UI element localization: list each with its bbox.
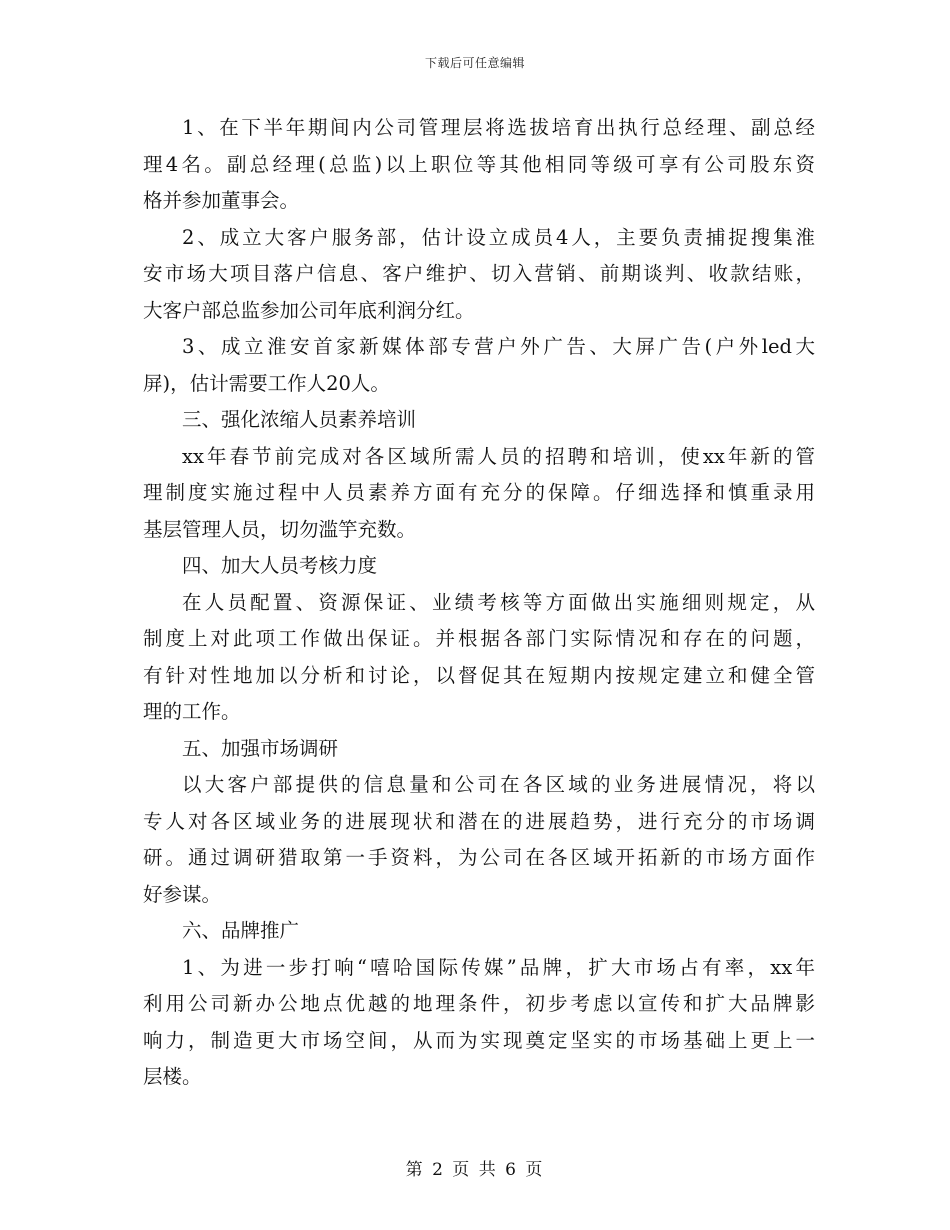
page-header: 下载后可任意编辑 bbox=[424, 56, 525, 70]
text-line: 2、成立大客户服务部，估计设立成员4人，主要负责捕捉搜集淮 bbox=[182, 225, 815, 249]
text-line: xx年春节前完成对各区域所需人员的招聘和培训，使xx年新的管 bbox=[182, 444, 815, 468]
document-body bbox=[143, 110, 815, 1096]
text-line: 屏)，估计需要工作人20人。 bbox=[143, 371, 390, 395]
text-line: 层楼。 bbox=[143, 1065, 202, 1088]
text-line: 安市场大项目落户信息、客户维护、切入营销、前期谈判、收款结账， bbox=[143, 262, 815, 285]
text-line: 基层管理人员，切勿滥竽充数。 bbox=[143, 517, 417, 541]
page-footer: 第 2 页 共 6 页 bbox=[405, 1160, 545, 1180]
text-line: 五、加强市场调研 bbox=[182, 736, 339, 760]
text-line: 在人员配置、资源保证、业绩考核等方面做出实施细则规定，从 bbox=[182, 590, 815, 614]
text-line: 1、为进一步打响“嘻哈国际传媒”品牌，扩大市场占有率，xx年 bbox=[182, 955, 815, 979]
text-line: 格并参加董事会。 bbox=[143, 189, 300, 212]
text-line: 制度上对此项工作做出保证。并根据各部门实际情况和存在的问题， bbox=[143, 627, 815, 650]
text-line: 专人对各区域业务的进展现状和潜在的进展趋势，进行充分的市场调 bbox=[143, 809, 815, 833]
text-line: 响力，制造更大市场空间，从而为实现奠定坚实的市场基础上更上一 bbox=[143, 1028, 815, 1052]
text-line: 四、加大人员考核力度 bbox=[182, 554, 378, 577]
text-line: 有针对性地加以分析和讨论，以督促其在短期内按规定建立和健全管 bbox=[143, 663, 815, 687]
text-line: 研。通过调研猎取第一手资料，为公司在各区域开拓新的市场方面作 bbox=[143, 846, 815, 869]
text-line: 利用公司新办公地点优越的地理条件，初步考虑以宣传和扩大品牌影 bbox=[143, 992, 815, 1015]
text-line: 1、在下半年期间内公司管理层将选拔培育出执行总经理、副总经 bbox=[182, 116, 815, 139]
text-line: 好参谋。 bbox=[143, 882, 222, 906]
text-line: 理4名。副总经理(总监)以上职位等其他相同等级可享有公司股东资 bbox=[143, 152, 815, 176]
text-line: 以大客户部提供的信息量和公司在各区域的业务进展情况，将以 bbox=[182, 773, 815, 796]
text-line: 理的工作。 bbox=[143, 700, 241, 723]
text-line: 大客户部总监参加公司年底利润分红。 bbox=[143, 298, 475, 322]
text-line: 3、成立淮安首家新媒体部专营户外广告、大屏广告(户外led大 bbox=[182, 335, 815, 358]
text-line: 六、品牌推广 bbox=[182, 919, 300, 942]
text-line: 三、强化浓缩人员素养培训 bbox=[182, 408, 417, 431]
text-line: 理制度实施过程中人员素养方面有充分的保障。仔细选择和慎重录用 bbox=[143, 481, 815, 504]
